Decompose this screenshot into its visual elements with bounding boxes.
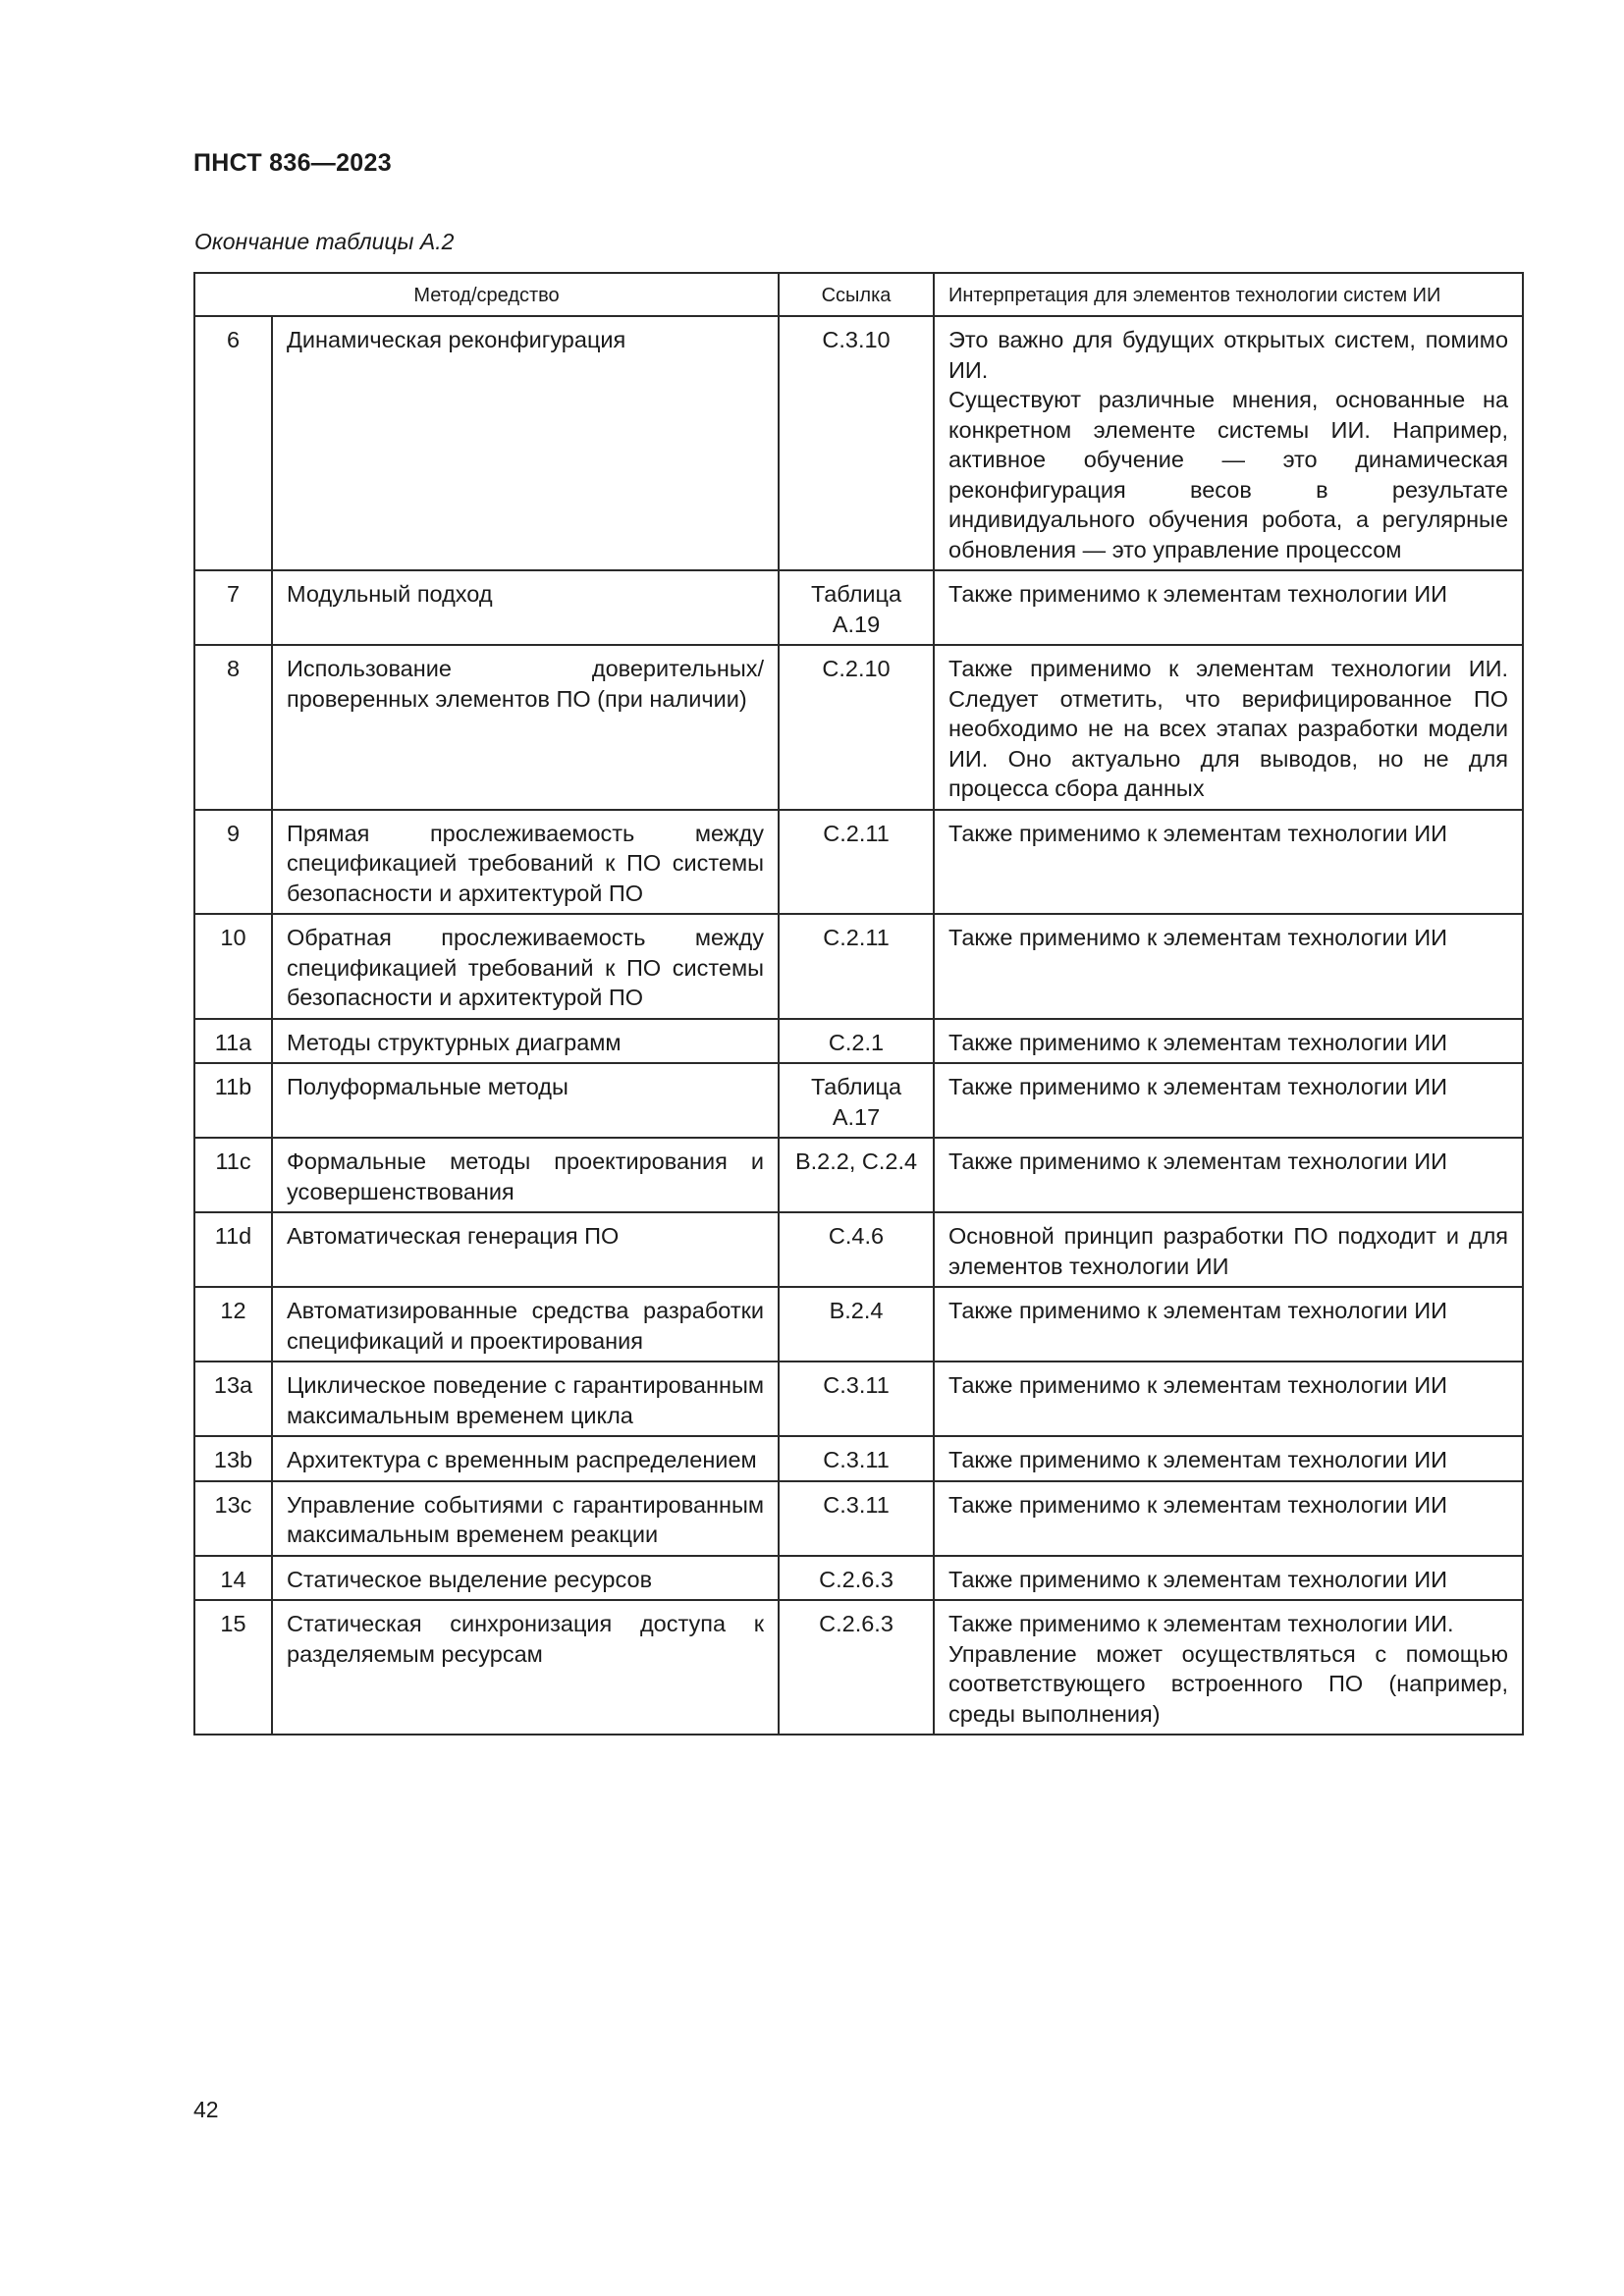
reference-cell: C.2.1 <box>779 1019 934 1064</box>
reference-cell: C.3.11 <box>779 1362 934 1436</box>
interpretation-cell: Также применимо к элементам технологии ИИ. Управление может осуществляться с помощью соответствующего встроенного ПО (например, среды выполнения) <box>934 1600 1523 1735</box>
row-number: 11b <box>194 1063 272 1138</box>
interpretation-cell: Также применимо к элементам технологии ИИ <box>934 1436 1523 1481</box>
reference-cell: C.2.11 <box>779 810 934 915</box>
table-row <box>194 914 1523 1019</box>
interpretation-cell: Также применимо к элементам технологии ИИ <box>934 570 1523 645</box>
column-header-interpretation: Интерпретация для элементов технологии систем ИИ <box>934 273 1523 316</box>
table-row <box>194 570 1523 645</box>
table-row <box>194 645 1523 810</box>
row-number: 7 <box>194 570 272 645</box>
interpretation-cell: Также применимо к элементам технологии ИИ <box>934 1481 1523 1556</box>
interpretation-cell: Также применимо к элементам технологии ИИ <box>934 1063 1523 1138</box>
interpretation-cell: Это важно для будущих открытых систем, помимо ИИ. Существуют различные мнения, основанные на конкретном элементе системы ИИ. Например, активное обучение — это динамическая реконфигурация весов в результате индивидуального обучения робота, а регулярные обновления — это управление процессом <box>934 316 1523 570</box>
method-cell: Методы структурных диаграмм <box>272 1019 779 1064</box>
table-row <box>194 1481 1523 1556</box>
table-row <box>194 1212 1523 1287</box>
method-cell: Автоматическая генерация ПО <box>272 1212 779 1287</box>
table-header-row <box>194 273 1523 316</box>
reference-cell: C.3.10 <box>779 316 934 570</box>
table-row <box>194 1138 1523 1212</box>
method-cell: Управление событиями с гарантированным максимальным временем реакции <box>272 1481 779 1556</box>
row-number: 6 <box>194 316 272 570</box>
table-row <box>194 1556 1523 1601</box>
method-cell: Обратная прослеживаемость между спецификацией требований к ПО системы безопасности и архитектурой ПО <box>272 914 779 1019</box>
table-row <box>194 1063 1523 1138</box>
reference-cell: C.3.11 <box>779 1436 934 1481</box>
table-row <box>194 810 1523 915</box>
row-number: 13c <box>194 1481 272 1556</box>
method-cell: Статическая синхронизация доступа к разделяемым ресурсам <box>272 1600 779 1735</box>
interpretation-cell: Также применимо к элементам технологии ИИ <box>934 914 1523 1019</box>
method-cell: Динамическая реконфигурация <box>272 316 779 570</box>
reference-cell: C.2.6.3 <box>779 1556 934 1601</box>
row-number: 13a <box>194 1362 272 1436</box>
interpretation-cell: Также применимо к элементам технологии ИИ <box>934 1138 1523 1212</box>
reference-cell: C.3.11 <box>779 1481 934 1556</box>
method-cell: Статическое выделение ресурсов <box>272 1556 779 1601</box>
table-row <box>194 1436 1523 1481</box>
row-number: 13b <box>194 1436 272 1481</box>
reference-cell: B.2.2, C.2.4 <box>779 1138 934 1212</box>
reference-cell: B.2.4 <box>779 1287 934 1362</box>
table-body <box>194 316 1523 1735</box>
method-cell: Архитектура с временным распределением <box>272 1436 779 1481</box>
table-caption: Окончание таблицы А.2 <box>194 229 455 254</box>
document-code: ПНСТ 836—2023 <box>193 149 392 177</box>
table-row <box>194 1362 1523 1436</box>
methods-table <box>193 272 1524 1735</box>
reference-cell: Таблица А.19 <box>779 570 934 645</box>
reference-cell: Таблица А.17 <box>779 1063 934 1138</box>
interpretation-cell: Также применимо к элементам технологии ИИ <box>934 1362 1523 1436</box>
row-number: 11c <box>194 1138 272 1212</box>
row-number: 9 <box>194 810 272 915</box>
column-header-reference: Ссылка <box>779 273 934 316</box>
interpretation-cell: Также применимо к элементам технологии ИИ. Следует отметить, что верифицированное ПО необходимо не на всех этапах разработки модели ИИ. Оно актуально для выводов, но не для процесса сбора данных <box>934 645 1523 810</box>
column-header-method: Метод/средство <box>194 273 779 316</box>
method-cell: Автоматизированные средства разработки спецификаций и проектирования <box>272 1287 779 1362</box>
interpretation-cell: Также применимо к элементам технологии ИИ <box>934 1287 1523 1362</box>
method-cell: Циклическое поведение с гарантированным максимальным временем цикла <box>272 1362 779 1436</box>
table-row <box>194 1019 1523 1064</box>
row-number: 15 <box>194 1600 272 1735</box>
table-row <box>194 1287 1523 1362</box>
row-number: 8 <box>194 645 272 810</box>
interpretation-cell: Также применимо к элементам технологии ИИ <box>934 1019 1523 1064</box>
interpretation-cell: Также применимо к элементам технологии ИИ <box>934 1556 1523 1601</box>
row-number: 10 <box>194 914 272 1019</box>
reference-cell: C.2.10 <box>779 645 934 810</box>
interpretation-cell: Основной принцип разработки ПО подходит и для элементов технологии ИИ <box>934 1212 1523 1287</box>
method-cell: Формальные методы проектирования и усовершенствования <box>272 1138 779 1212</box>
reference-cell: C.4.6 <box>779 1212 934 1287</box>
table-row <box>194 1600 1523 1735</box>
row-number: 14 <box>194 1556 272 1601</box>
row-number: 11a <box>194 1019 272 1064</box>
method-cell: Прямая прослеживаемость между спецификацией требований к ПО системы безопасности и архитектурой ПО <box>272 810 779 915</box>
page-number: 42 <box>193 2097 219 2122</box>
row-number: 12 <box>194 1287 272 1362</box>
interpretation-cell: Также применимо к элементам технологии ИИ <box>934 810 1523 915</box>
table-row <box>194 316 1523 570</box>
reference-cell: C.2.11 <box>779 914 934 1019</box>
method-cell: Использование доверительных/проверенных элементов ПО (при наличии) <box>272 645 779 810</box>
reference-cell: C.2.6.3 <box>779 1600 934 1735</box>
method-cell: Модульный подход <box>272 570 779 645</box>
method-cell: Полуформальные методы <box>272 1063 779 1138</box>
row-number: 11d <box>194 1212 272 1287</box>
